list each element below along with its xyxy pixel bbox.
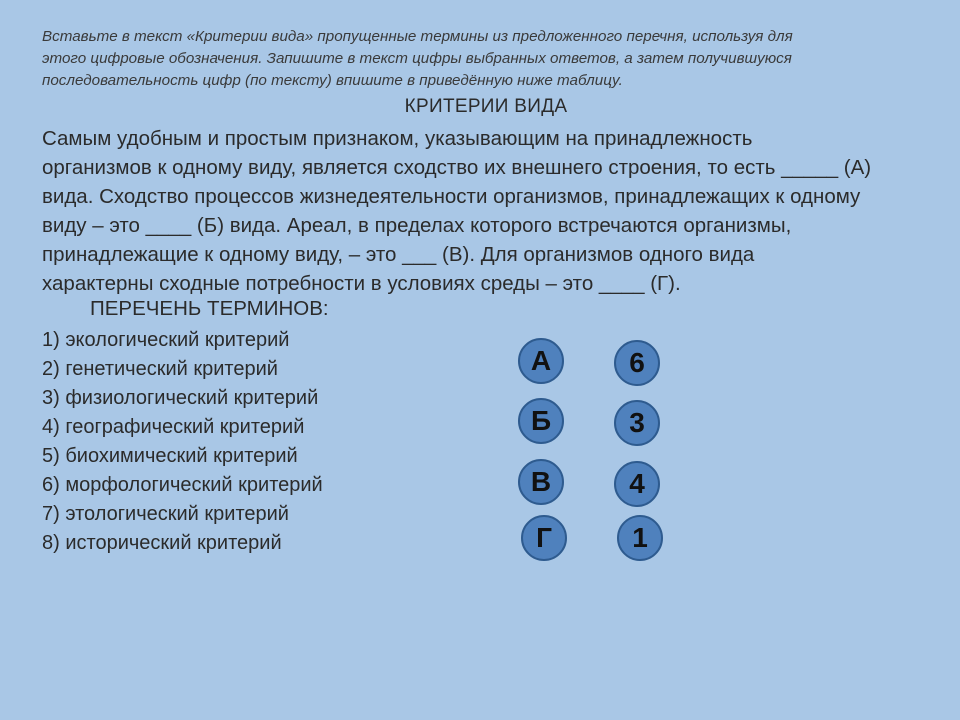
answer-digit-v: 4 <box>614 461 660 507</box>
term-item: 6) морфологический критерий <box>42 474 323 496</box>
term-item: 1) экологический критерий <box>42 329 290 351</box>
answer-letter-b: Б <box>518 398 564 444</box>
answer-digit-g: 1 <box>617 515 663 561</box>
answer-digit-b: 3 <box>614 400 660 446</box>
answer-letter-g: Г <box>521 515 567 561</box>
term-item: 5) биохимический критерий <box>42 445 298 467</box>
term-item: 2) генетический критерий <box>42 358 278 380</box>
paragraph-line: Самым удобным и простым признаком, указывающим на принадлежность <box>42 127 753 150</box>
answer-digit-a: 6 <box>614 340 660 386</box>
terms-list-title: ПЕРЕЧЕНЬ ТЕРМИНОВ: <box>90 297 329 320</box>
task-paragraph <box>42 124 942 298</box>
term-item: 8) исторический критерий <box>42 532 282 554</box>
paragraph-line: характерны сходные потребности в условиях среды – это ____ (Г). <box>42 272 681 295</box>
term-item: 4) географический критерий <box>42 416 305 438</box>
term-item: 7) этологический критерий <box>42 503 289 525</box>
terms-list <box>42 326 323 558</box>
answer-letter-v: В <box>518 459 564 505</box>
paragraph-line: принадлежащие к одному виду, – это ___ (В). Для организмов одного вида <box>42 243 755 266</box>
paragraph-line: вида. Сходство процессов жизнедеятельности организмов, принадлежащих к одному <box>42 185 861 208</box>
instruction-line: Вставьте в текст «Критерии вида» пропущенные термины из предложенного перечня, используя для <box>42 28 793 45</box>
answer-letter-a: А <box>518 338 564 384</box>
paragraph-line: виду – это ____ (Б) вида. Ареал, в пределах которого встречаются организмы, <box>42 214 792 237</box>
instruction-line: последовательность цифр (по тексту) впишите в приведённую ниже таблицу. <box>42 72 623 89</box>
task-instructions <box>42 26 922 92</box>
instruction-line: этого цифровые обозначения. Запишите в текст цифры выбранных ответов, а затем получившуюся <box>42 50 792 67</box>
paragraph-line: организмов к одному виду, является сходство их внешнего строения, то есть _____ (А) <box>42 156 872 179</box>
page-title: КРИТЕРИИ ВИДА <box>404 96 568 117</box>
term-item: 3) физиологический критерий <box>42 387 319 409</box>
